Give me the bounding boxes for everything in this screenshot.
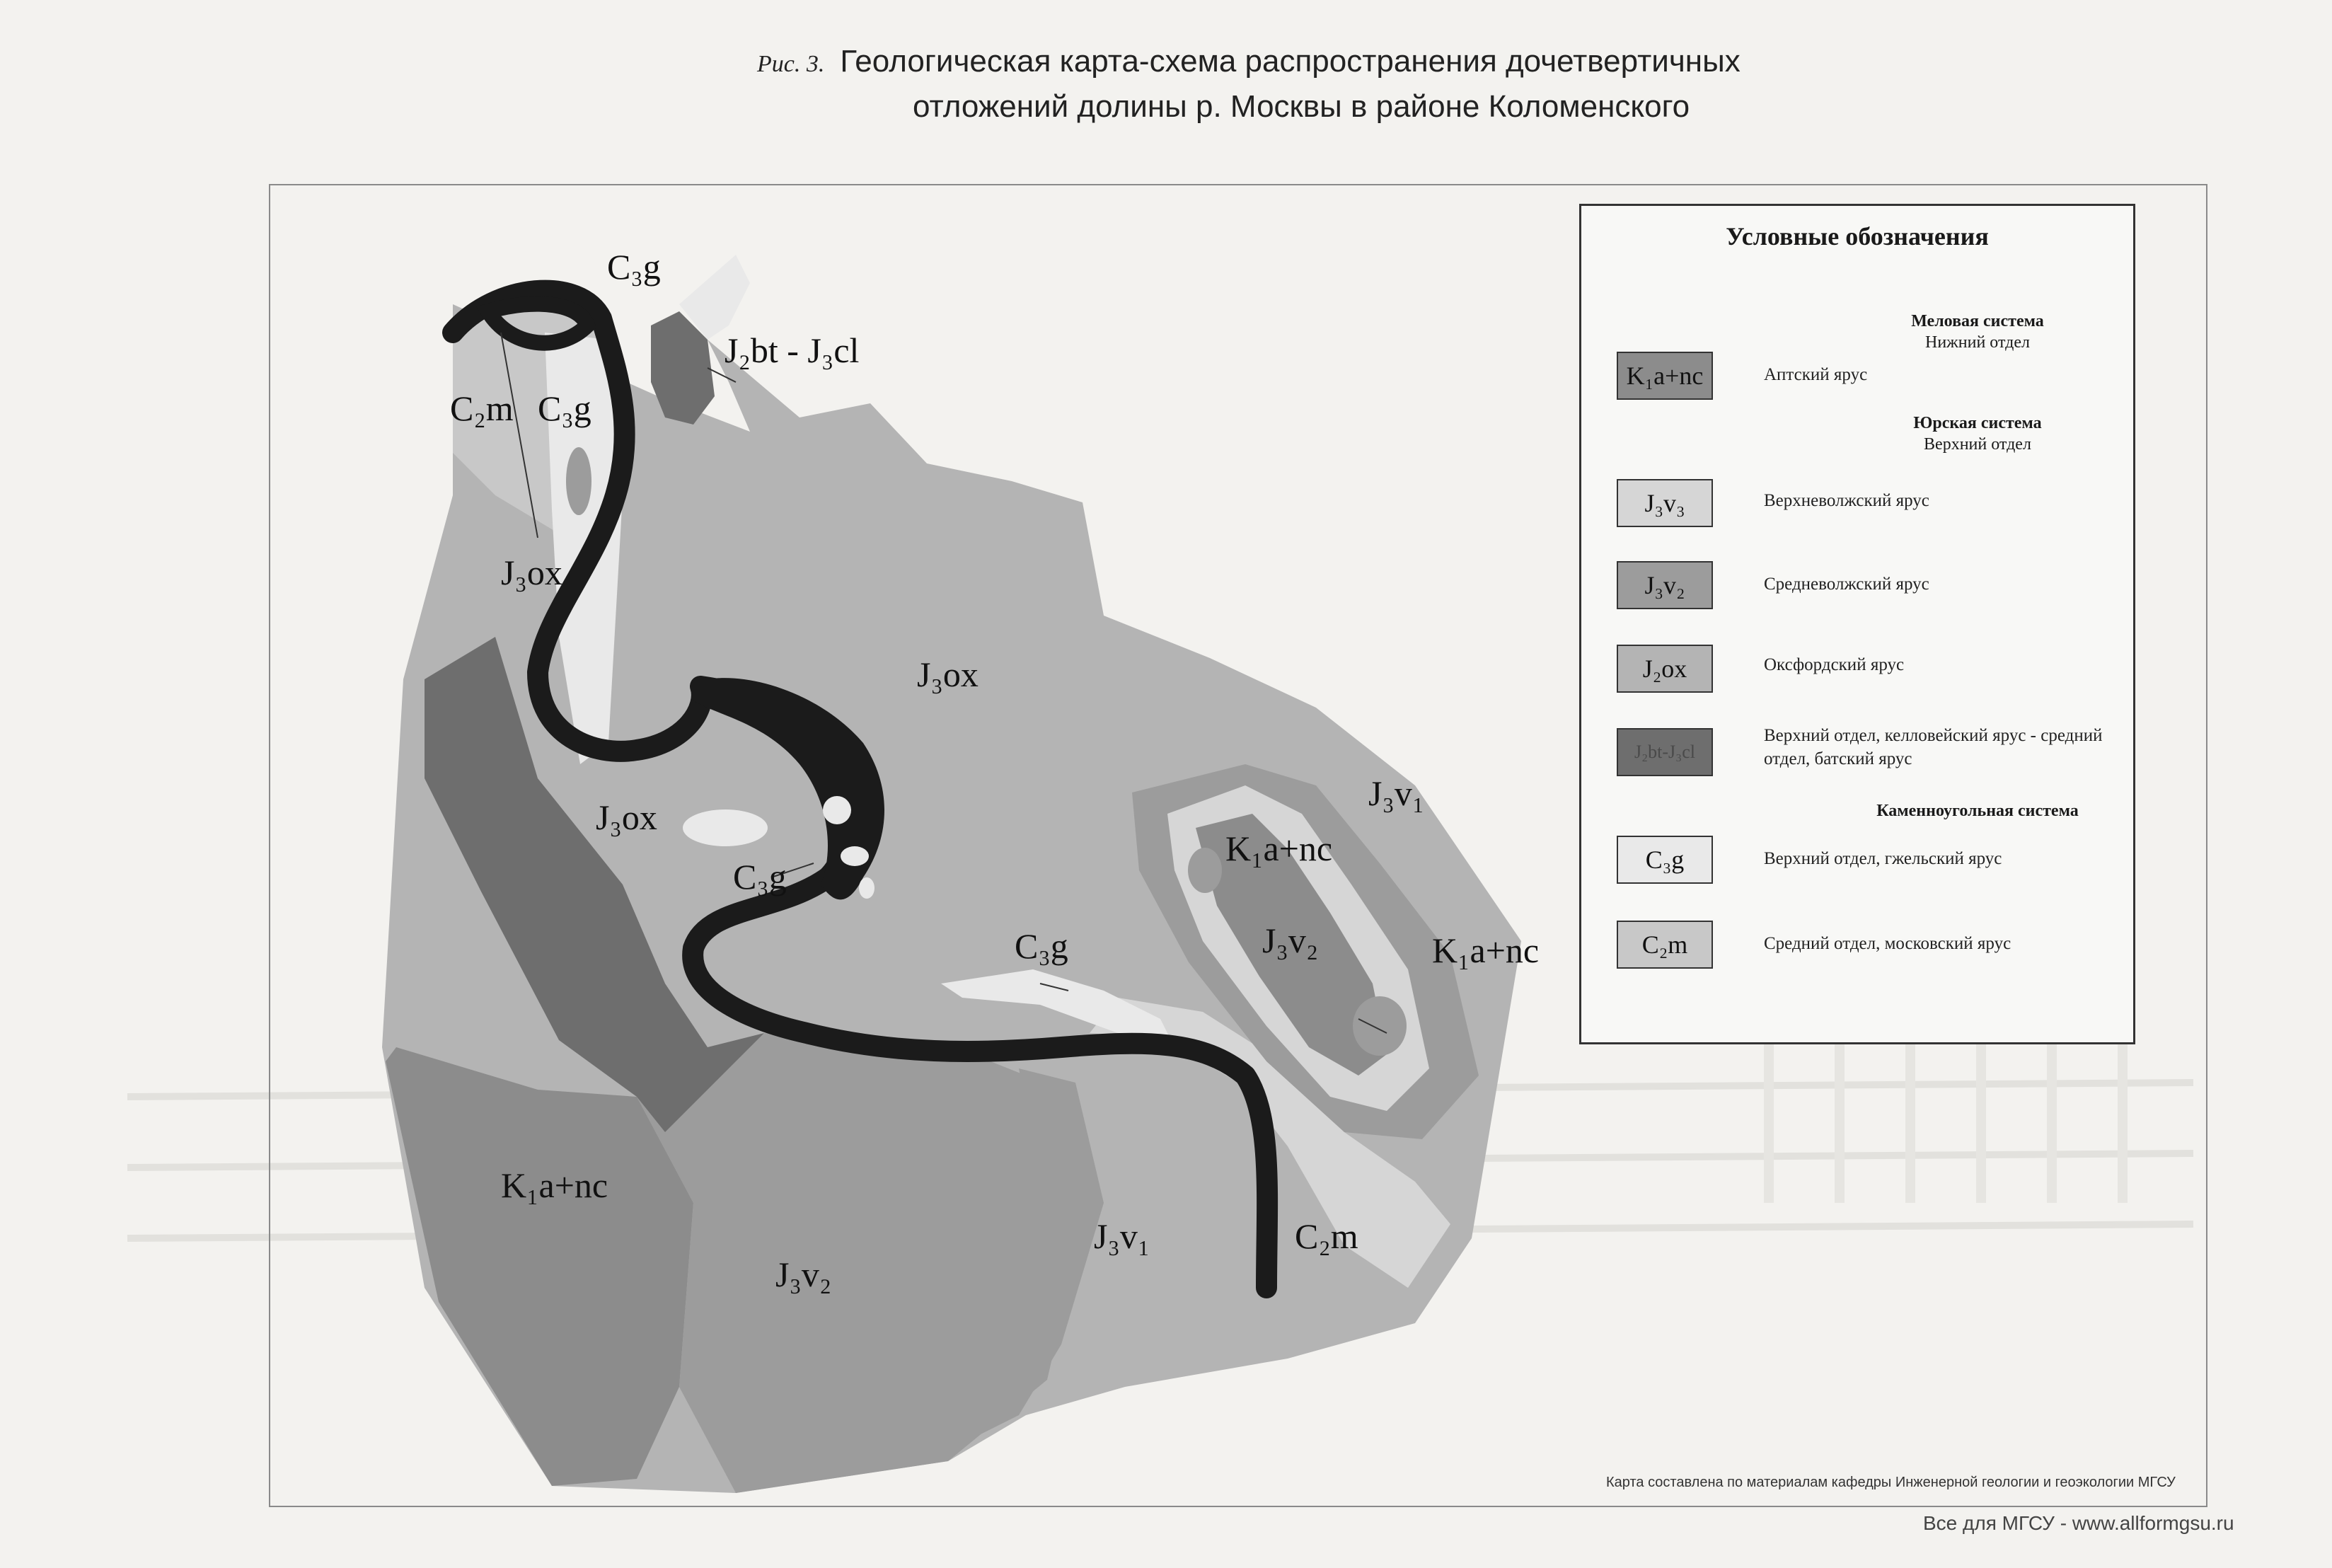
map-label-j3ox-nw: J₃ox [501, 553, 562, 592]
legend-desc-j3v3: Верхневолжский ярус [1764, 491, 1929, 510]
map-unit-c3g-lens-nw [566, 447, 591, 515]
map-unit-c3g-blob-3 [859, 877, 874, 899]
legend-jurassic-system: Юрская система [1913, 414, 2042, 432]
legend-swatch-j2bt-j3cl: J₂bt-J₃cl [1617, 728, 1713, 776]
map-label-c3g-center: C₃g [733, 857, 787, 897]
map-source-note: Карта составлена по материалам кафедры Инженерной геологии и геоэкологии МГСУ [1606, 1475, 2176, 1490]
legend-cretaceous-system: Меловая система [1911, 312, 2044, 330]
map-unit-k1anc-lens-east [1353, 996, 1407, 1056]
legend [1579, 204, 2135, 1044]
map-label-j3ox-sw: J₃ox [596, 797, 657, 837]
map-label-k1anc-sw: K₁a+nc [501, 1165, 608, 1205]
map-label-c3g-nw: C₃g [538, 388, 591, 428]
figure-title-line2: отложений долины р. Москвы в районе Коломенского [913, 89, 1690, 124]
legend-desc-c3g: Верхний отдел, гжельский ярус [1764, 849, 2002, 868]
map-label-c2m-nw: C₂m [450, 388, 514, 428]
legend-title: Условные обозначения [1726, 222, 1989, 250]
map-unit-j3v2-south [637, 1033, 1090, 1493]
legend-desc-j2ox: Оксфордский ярус [1764, 655, 1905, 674]
legend-swatch-c2m: C₂m [1617, 921, 1713, 969]
legend-carboniferous-heading [1836, 800, 2119, 822]
legend-swatch-j3v3: J₃v₃ [1617, 479, 1713, 527]
legend-desc-k1anc: Аптский ярус [1764, 365, 1868, 384]
map-label-k1anc-ne: K₁a+nc [1225, 829, 1333, 868]
legend-jurassic-division: Верхний отдел [1924, 435, 2031, 454]
legend-swatch-j2ox: J₂ox [1617, 645, 1713, 693]
legend-cretaceous-division: Нижний отдел [1925, 333, 2030, 352]
figure-title-line1: Геологическая карта-схема распространения дочетвертичных [840, 44, 1741, 79]
figure-number: Рис. 3. [757, 51, 825, 77]
site-watermark: Все для МГСУ - www.allformgsu.ru [1923, 1512, 2234, 1534]
legend-swatch-c3g: C₃g [1617, 836, 1713, 884]
legend-desc-c2m: Средний отдел, московский ярус [1764, 934, 2011, 953]
map-unit-k1anc-lens-ne [1188, 848, 1222, 893]
map-label-j3v2-south: J₃v₂ [775, 1255, 832, 1294]
map-label-c3g-east: C₃g [1015, 926, 1068, 966]
legend-swatch-j3v2: J₃v₂ [1617, 561, 1713, 609]
map-label-c3g-top: C₃g [607, 247, 661, 287]
legend-desc-j2bt-j3cl: Верхний отдел, келловейский ярус - средний отдел, батский ярус [1764, 726, 2103, 768]
map-unit-c3g-blob-2 [841, 846, 869, 866]
legend-jurassic-heading [1857, 413, 2098, 455]
map-label-j3ox-center: J₃ox [917, 655, 979, 694]
map-label-j3v1-ne: J₃v₁ [1368, 773, 1425, 813]
legend-desc-j3v2: Средневолжский ярус [1764, 575, 1929, 594]
map-label-c2m-se: C₂m [1295, 1216, 1358, 1256]
legend-swatch-k1anc: K₁a+nc [1617, 352, 1713, 400]
map-label-j3v1-south: J₃v₁ [1094, 1216, 1150, 1256]
map-label-j3v2-ne: J₃v₂ [1262, 921, 1319, 960]
map-label-j2bt-j3cl: J₂bt - J₃cl [725, 330, 860, 370]
legend-carboniferous-system: Каменноугольная система [1876, 802, 2079, 820]
map-unit-c3g-center-lens [683, 809, 768, 846]
legend-cretaceous-heading [1857, 311, 2098, 353]
map-unit-c3g-blob-1 [823, 796, 851, 824]
map-label-k1anc-east: K₁a+nc [1432, 930, 1540, 970]
